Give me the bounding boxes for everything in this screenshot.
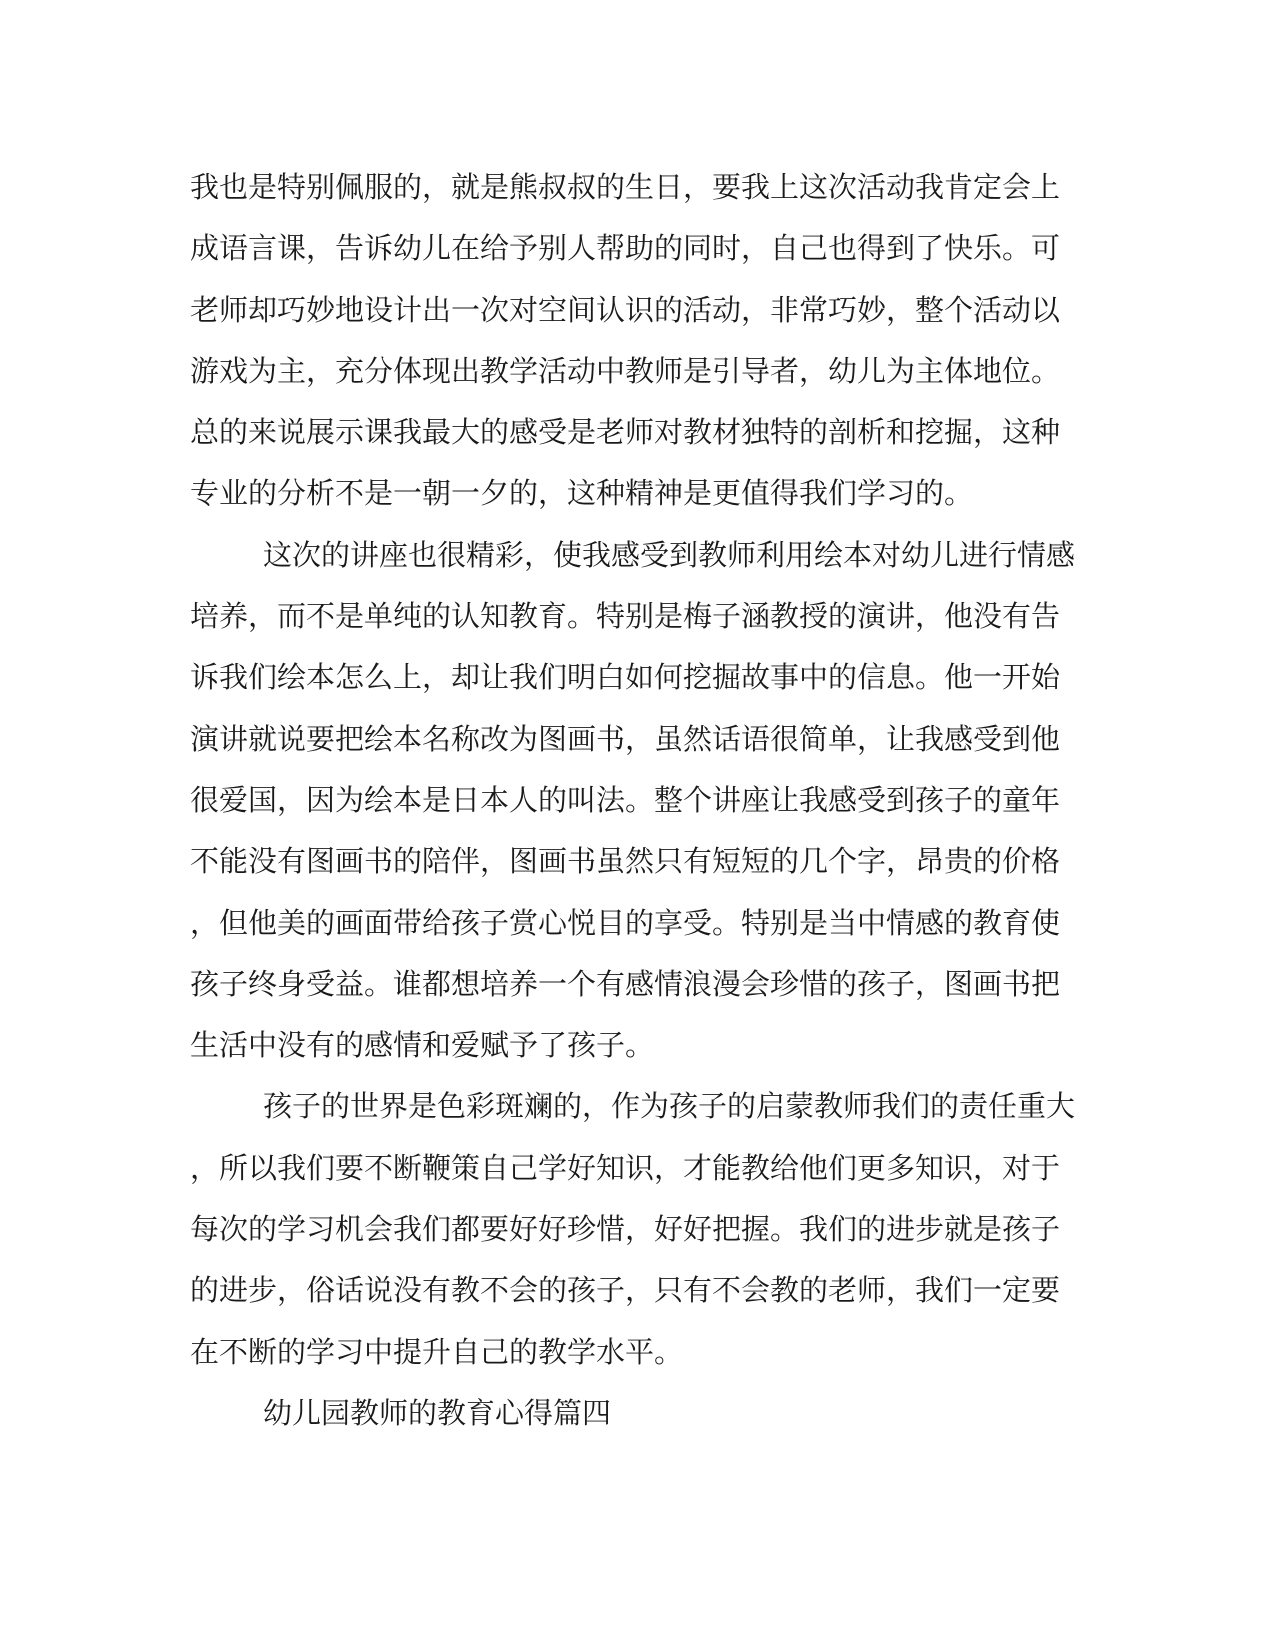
text-line: 这次的讲座也很精彩，使我感受到教师利用绘本对幼儿进行情感: [263, 537, 1076, 572]
text-line: 我也是特别佩服的，就是熊叔叔的生日，要我上这次活动我肯定会上: [190, 170, 1061, 204]
paragraph-2: [190, 525, 1090, 1077]
text-line: 成语言课，告诉幼儿在给予别人帮助的同时，自己也得到了快乐。可: [190, 231, 1061, 266]
text-line: 诉我们绘本怎么上，却让我们明白如何挖掘故事中的信息。他一开始: [190, 660, 1061, 695]
section-heading: [190, 1383, 1090, 1444]
document-body: [190, 157, 1090, 1444]
text-line: 老师却巧妙地设计出一次对空间认识的活动，非常巧妙，整个活动以: [190, 292, 1061, 327]
text-line: ，但他美的画面带给孩子赏心悦目的享受。特别是当中情感的教育使: [190, 905, 1061, 940]
text-line: ，所以我们要不断鞭策自己学好知识，才能教给他们更多知识，对于: [190, 1150, 1061, 1185]
text-line: 演讲就说要把绘本名称改为图画书，虽然话语很简单，让我感受到他: [190, 721, 1061, 756]
text-line: 的进步，俗话说没有教不会的孩子，只有不会教的老师，我们一定要: [190, 1273, 1061, 1308]
text-line: 在不断的学习中提升自己的教学水平。: [190, 1334, 684, 1369]
text-line: 培养，而不是单纯的认知教育。特别是梅子涵教授的演讲，他没有告: [190, 599, 1061, 634]
text-line: 不能没有图画书的陪伴，图画书虽然只有短短的几个字，昂贵的价格: [190, 844, 1061, 879]
section-title: 幼儿园教师的教育心得篇四: [263, 1395, 612, 1430]
text-line: 很爱国，因为绘本是日本人的叫法。整个讲座让我感受到孩子的童年: [190, 782, 1061, 817]
text-line: 生活中没有的感情和爱赋予了孩子。: [190, 1028, 655, 1063]
text-line: 游戏为主，充分体现出教学活动中教师是引导者，幼儿为主体地位。: [190, 353, 1061, 388]
text-line: 专业的分析不是一朝一夕的，这种精神是更值得我们学习的。: [190, 476, 974, 511]
text-line: 孩子的世界是色彩斑斓的，作为孩子的启蒙教师我们的责任重大: [263, 1089, 1076, 1124]
paragraph-3: [190, 1076, 1090, 1382]
text-line: 总的来说展示课我最大的感受是老师对教材独特的剖析和挖掘，这种: [190, 415, 1061, 450]
text-line: 孩子终身受益。谁都想培养一个有感情浪漫会珍惜的孩子，图画书把: [190, 966, 1061, 1001]
paragraph-1: [190, 157, 1090, 525]
text-line: 每次的学习机会我们都要好好珍惜，好好把握。我们的进步就是孩子: [190, 1212, 1061, 1247]
